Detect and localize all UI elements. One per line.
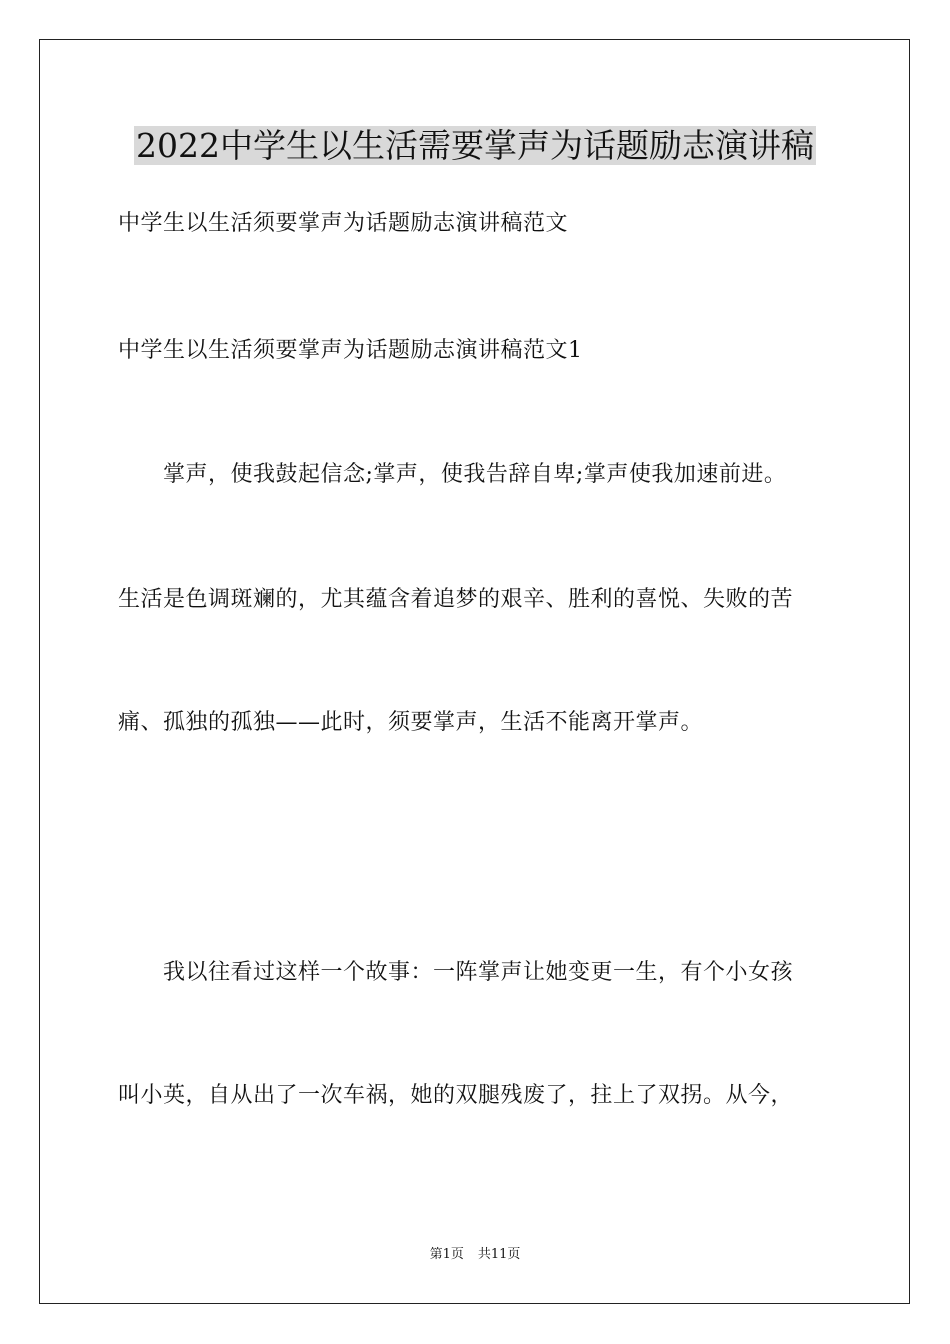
paragraph-line: 我以往看过这样一个故事：一阵掌声让她变更一生，有个小女孩: [163, 960, 794, 985]
paragraph-line: 掌声，使我鼓起信念;掌声，使我告辞自卑;掌声使我加速前进。: [163, 462, 787, 487]
page-footer: [0, 1246, 950, 1264]
page-total: 共11页: [477, 1247, 521, 1262]
page-number: 第1页: [429, 1247, 464, 1262]
subtitle-line: 中学生以生活须要掌声为话题励志演讲稿范文: [118, 211, 569, 236]
paragraph-line: 痛、孤独的孤独——此时，须要掌声，生活不能离开掌声。: [118, 710, 704, 735]
document-title: [0, 124, 950, 168]
paragraph-line: 生活是色调斑斓的，尤其蕴含着追梦的艰辛、胜利的喜悦、失败的苦: [118, 587, 794, 612]
section-heading: 中学生以生活须要掌声为话题励志演讲稿范文1: [118, 338, 583, 363]
paragraph-line: 叫小英，自从出了一次车祸，她的双腿残废了，拄上了双拐。从今，: [118, 1083, 794, 1108]
title-text: 2022中学生以生活需要掌声为话题励志演讲稿: [136, 126, 814, 165]
